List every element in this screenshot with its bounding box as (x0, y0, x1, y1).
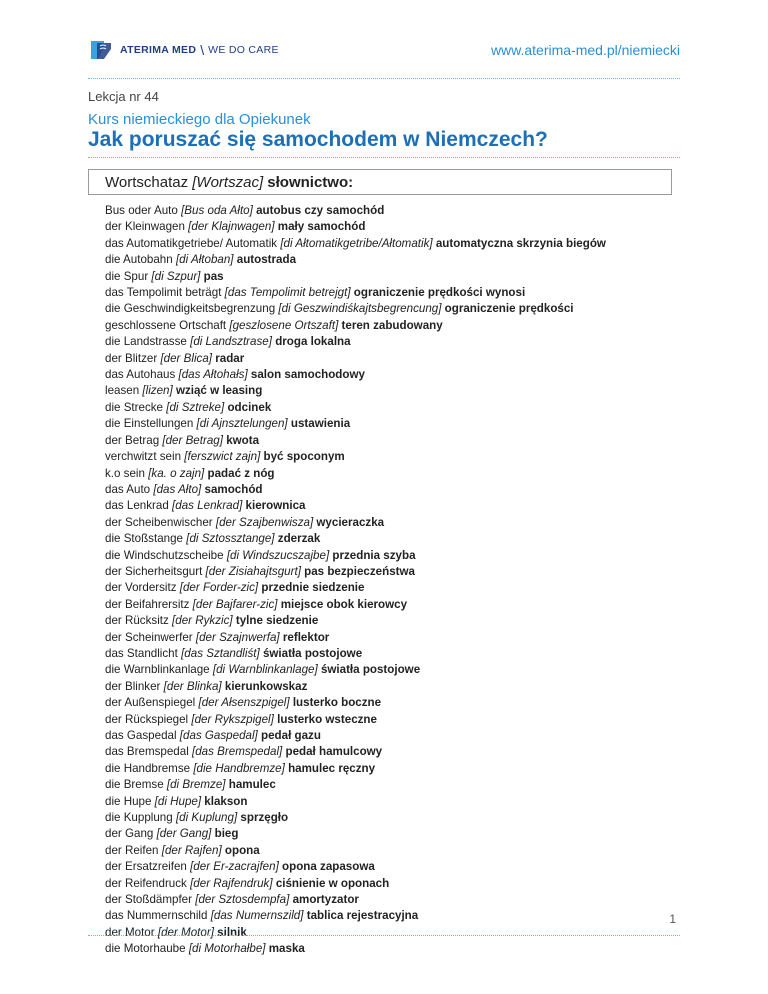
entry-pronunciation: [der Er-zacrajfen] (190, 860, 279, 874)
entry-pronunciation: [der Szajbenwisza] (215, 515, 314, 529)
entry-pronunciation: [das Tempolimit betrejgt] (224, 286, 351, 300)
entry-pronunciation: [der Betrag] (162, 433, 223, 447)
entry-pronunciation: [ka. o zajn] (148, 466, 205, 480)
vocab-entry (105, 400, 685, 416)
entry-german: die Handbremse (105, 761, 191, 775)
entry-pronunciation: [lizen] (142, 384, 173, 398)
entry-pronunciation: [di Sztossztange] (186, 532, 275, 546)
entry-pronunciation: [der Zisiahajtsgurt] (205, 564, 301, 578)
vocab-entry (105, 794, 685, 810)
entry-pronunciation: [di Kuplung] (175, 811, 238, 825)
entry-german: das Bremspedal (105, 745, 189, 759)
entry-polish: miejsce obok kierowcy (280, 597, 408, 611)
entry-pronunciation: [der Rajfendruk] (190, 876, 273, 890)
entry-polish: radar (215, 351, 245, 365)
entry-german: der Rückspiegel (105, 712, 189, 726)
entry-polish: klakson (204, 794, 248, 808)
entry-pronunciation: [der Rykszpigel] (191, 712, 274, 726)
entry-german: der Scheinwerfer (105, 630, 193, 644)
vocab-entry (105, 597, 685, 613)
entry-german: das Tempolimit beträgt (105, 286, 222, 300)
vocabulary-list (105, 203, 685, 958)
entry-polish: opona (224, 843, 260, 857)
entry-pronunciation: [di Hupe] (154, 794, 202, 808)
entry-pronunciation: [das Numernszild] (210, 909, 304, 923)
entry-pronunciation: [di Ałtoban] (175, 253, 234, 267)
entry-pronunciation: [das Sztandliśt] (181, 646, 260, 660)
vocab-entry (105, 728, 685, 744)
vocab-entry (105, 925, 685, 941)
vocab-entry (105, 744, 685, 760)
vocab-entry (105, 416, 685, 432)
entry-pronunciation: [der Motor] (157, 925, 214, 939)
vocab-entry (105, 679, 685, 695)
entry-german: der Scheibenwischer (105, 515, 213, 529)
entry-polish: maska (268, 942, 305, 956)
page-title: Jak poruszać się samochodem w Niemczech? (88, 128, 548, 151)
entry-german: der Blitzer (105, 351, 158, 365)
entry-pronunciation: [di Szpur] (151, 269, 201, 283)
entry-pronunciation: [die Handbremze] (193, 761, 285, 775)
vocab-entry (105, 334, 685, 350)
course-name: Kurs niemieckiego dla Opiekunek (88, 111, 311, 128)
entry-polish: kierownica (245, 499, 306, 513)
entry-pronunciation: [geszlosene Ortszaft] (229, 318, 339, 332)
aterima-logo-icon (88, 37, 114, 63)
entry-polish: tylne siedzenie (235, 614, 319, 628)
vocabulary-header-box (88, 169, 672, 195)
page-number: 1 (669, 912, 676, 926)
entry-pronunciation: [das Bremspedal] (192, 745, 283, 759)
entry-german: die Warnblinkanlage (105, 663, 210, 677)
vocab-entry (105, 876, 685, 892)
logo-brand-name: ATERIMA MED (120, 44, 197, 56)
entry-polish: pas bezpieczeństwa (304, 564, 415, 578)
entry-german: der Stoßdämpfer (105, 893, 192, 907)
entry-polish: lusterko wsteczne (277, 712, 377, 726)
entry-polish: samochód (204, 482, 263, 496)
entry-german: verchwitzt sein (105, 450, 182, 464)
entry-pronunciation: [der Gang] (156, 827, 212, 841)
entry-pronunciation: [di Geszwindiśkajtsbegrencung] (278, 302, 442, 316)
entry-pronunciation: [Bus oda Ałto] (181, 204, 253, 217)
entry-german: geschlossene Ortschaft (105, 318, 227, 332)
vocab-entry (105, 351, 685, 367)
vocab-entry (105, 203, 685, 219)
entry-german: das Standlicht (105, 646, 178, 660)
entry-pronunciation: [di Landsztrase] (190, 335, 272, 349)
entry-pronunciation: [di Sztreke] (166, 400, 225, 414)
entry-polish: zderzak (277, 532, 321, 546)
entry-polish: padać z nóg (207, 466, 275, 480)
entry-polish: salon samochodowy (250, 368, 365, 382)
entry-german: der Außenspiegel (105, 696, 196, 710)
entry-pronunciation: [der Blica] (160, 351, 212, 365)
vocab-entry (105, 498, 685, 514)
vocab-entry (105, 892, 685, 908)
lesson-number: Lekcja nr 44 (88, 89, 159, 104)
entry-pronunciation: [der Forder-zic] (179, 581, 259, 595)
entry-polish: amortyzator (292, 893, 359, 907)
entry-polish: światła postojowe (320, 663, 421, 677)
entry-polish: ograniczenie prędkości (444, 302, 574, 316)
entry-polish: hamulec (228, 778, 276, 792)
entry-polish: przednie siedzenie (261, 581, 365, 595)
entry-german: der Beifahrersitz (105, 597, 190, 611)
entry-german: die Geschwindigkeitsbegrenzung (105, 302, 276, 316)
logo-tagline: WE DO CARE (208, 44, 279, 56)
entry-german: das Autohaus (105, 368, 176, 382)
entry-german: der Gang (105, 827, 154, 841)
entry-german: die Autobahn (105, 253, 173, 267)
vocab-entry (105, 433, 685, 449)
entry-german: die Spur (105, 269, 149, 283)
vocab-entry (105, 548, 685, 564)
vocab-entry (105, 580, 685, 596)
entry-polish: silnik (217, 925, 247, 939)
vocab-entry (105, 383, 685, 399)
vocab-entry (105, 712, 685, 728)
footer-divider (88, 935, 680, 936)
entry-polish: ustawienia (290, 417, 351, 431)
vocab-entry (105, 285, 685, 301)
vocab-entry (105, 482, 685, 498)
brand-logo (88, 34, 279, 66)
entry-german: die Kupplung (105, 811, 173, 825)
entry-german: die Stoßstange (105, 532, 183, 546)
entry-german: die Landstrasse (105, 335, 187, 349)
entry-german: der Reifendruck (105, 876, 187, 890)
header-divider (88, 78, 680, 79)
vocab-entry (105, 367, 685, 383)
entry-pronunciation: [das Gaspedal] (179, 729, 258, 742)
entry-pronunciation: [ferszwict zajn] (184, 450, 261, 464)
entry-polish: autostrada (236, 253, 297, 267)
entry-polish: przednia szyba (332, 548, 416, 562)
entry-polish: odcinek (227, 400, 272, 414)
vocab-entry (105, 318, 685, 334)
entry-german: leasen (105, 384, 140, 398)
vocab-entry (105, 646, 685, 662)
entry-german: das Automatikgetriebe/ Automatik (105, 236, 278, 250)
vocab-entry (105, 777, 685, 793)
vocab-entry (105, 662, 685, 678)
entry-pronunciation: [der Klajnwagen] (188, 220, 275, 234)
entry-polish: hamulec ręczny (288, 761, 376, 775)
entry-polish: reflektor (282, 630, 330, 644)
entry-pronunciation: [der Ałsenszpigel] (198, 696, 290, 710)
entry-german: Bus oder Auto (105, 204, 178, 217)
entry-german: der Sicherheitsgurt (105, 564, 203, 578)
vocab-entry (105, 219, 685, 235)
entry-pronunciation: [das Ałto] (153, 482, 202, 496)
entry-polish: bieg (214, 827, 239, 841)
vocab-entry (105, 531, 685, 547)
entry-polish: droga lokalna (275, 335, 351, 349)
entry-polish: kwota (226, 433, 260, 447)
entry-polish: mały samochód (277, 220, 366, 234)
entry-polish: pedał gazu (261, 729, 321, 742)
entry-pronunciation: [di Windszucszajbe] (226, 548, 330, 562)
vocab-entry (105, 301, 685, 317)
entry-polish: sprzęgło (240, 811, 289, 825)
entry-polish: pedał hamulcowy (285, 745, 383, 759)
vocab-entry (105, 466, 685, 482)
entry-german: das Lenkrad (105, 499, 169, 513)
entry-pronunciation: [di Ałtomatikgetribe/Ałtomatik] (280, 236, 433, 250)
entry-german: der Ersatzreifen (105, 860, 187, 874)
vocab-entry (105, 810, 685, 826)
vocab-header-pronunciation: [Wortszac] (192, 173, 264, 191)
entry-german: das Nummernschild (105, 909, 208, 923)
entry-german: k.o sein (105, 466, 145, 480)
vocab-entry (105, 761, 685, 777)
entry-german: der Motor (105, 925, 155, 939)
vocab-entry (105, 564, 685, 580)
entry-polish: kierunkowskaz (224, 679, 308, 693)
entry-polish: ciśnienie w oponach (275, 876, 390, 890)
logo-separator: \ (200, 42, 205, 58)
entry-polish: automatyczna skrzynia biegów (435, 236, 606, 250)
entry-pronunciation: [der Blinka] (163, 679, 222, 693)
entry-polish: wziąć w leasing (175, 384, 263, 398)
entry-pronunciation: [der Sztosdempfa] (195, 893, 290, 907)
entry-german: das Gaspedal (105, 729, 177, 742)
entry-pronunciation: [der Rykzic] (172, 614, 233, 628)
vocab-entry (105, 269, 685, 285)
vocab-entry (105, 515, 685, 531)
entry-german: die Motorhaube (105, 942, 186, 956)
vocab-entry (105, 908, 685, 924)
entry-german: die Strecke (105, 400, 163, 414)
entry-german: der Blinker (105, 679, 161, 693)
entry-pronunciation: [di Ajnsztelungen] (196, 417, 288, 431)
entry-polish: wycieraczka (316, 515, 385, 529)
entry-german: das Auto (105, 482, 151, 496)
entry-polish: tablica rejestracyjna (306, 909, 419, 923)
entry-polish: światła postojowe (262, 646, 363, 660)
entry-pronunciation: [der Rajfen] (161, 843, 222, 857)
vocab-entry (105, 826, 685, 842)
vocab-entry (105, 859, 685, 875)
vocab-header-german: Wortschataz (105, 173, 189, 191)
entry-pronunciation: [di Warnblinkanlage] (212, 663, 318, 677)
site-url-link[interactable]: www.aterima-med.pl/niemiecki (490, 42, 680, 58)
entry-polish: ograniczenie prędkości wynosi (353, 286, 526, 300)
entry-german: der Vordersitz (105, 581, 177, 595)
entry-pronunciation: [der Bajfarer-zic] (192, 597, 278, 611)
entry-german: der Kleinwagen (105, 220, 185, 234)
entry-pronunciation: [das Lenkrad] (172, 499, 243, 513)
entry-german: die Hupe (105, 794, 152, 808)
vocab-entry (105, 630, 685, 646)
entry-polish: pas (203, 269, 224, 283)
vocab-entry (105, 252, 685, 268)
vocab-entry (105, 236, 685, 252)
entry-polish: teren zabudowany (341, 318, 443, 332)
entry-polish: autobus czy samochód (256, 204, 385, 217)
entry-german: die Bremse (105, 778, 164, 792)
entry-pronunciation: [di Bremze] (166, 778, 226, 792)
entry-german: die Einstellungen (105, 417, 194, 431)
vocab-entry (105, 695, 685, 711)
entry-german: der Reifen (105, 843, 159, 857)
entry-german: der Betrag (105, 433, 160, 447)
entry-polish: opona zapasowa (282, 860, 375, 874)
title-divider (88, 157, 680, 158)
vocab-entry (105, 941, 685, 957)
entry-polish: lusterko boczne (292, 696, 382, 710)
vocab-header-polish: słownictwo: (267, 173, 354, 191)
vocab-entry (105, 449, 685, 465)
entry-pronunciation: [der Szajnwerfa] (195, 630, 280, 644)
vocab-entry (105, 613, 685, 629)
entry-pronunciation: [das Ałtohałs] (178, 368, 248, 382)
entry-german: die Windschutzscheibe (105, 548, 224, 562)
entry-german: der Rücksitz (105, 614, 169, 628)
entry-polish: być spoconym (263, 450, 345, 464)
vocab-entry (105, 843, 685, 859)
entry-pronunciation: [di Motorhałbe] (188, 942, 266, 956)
